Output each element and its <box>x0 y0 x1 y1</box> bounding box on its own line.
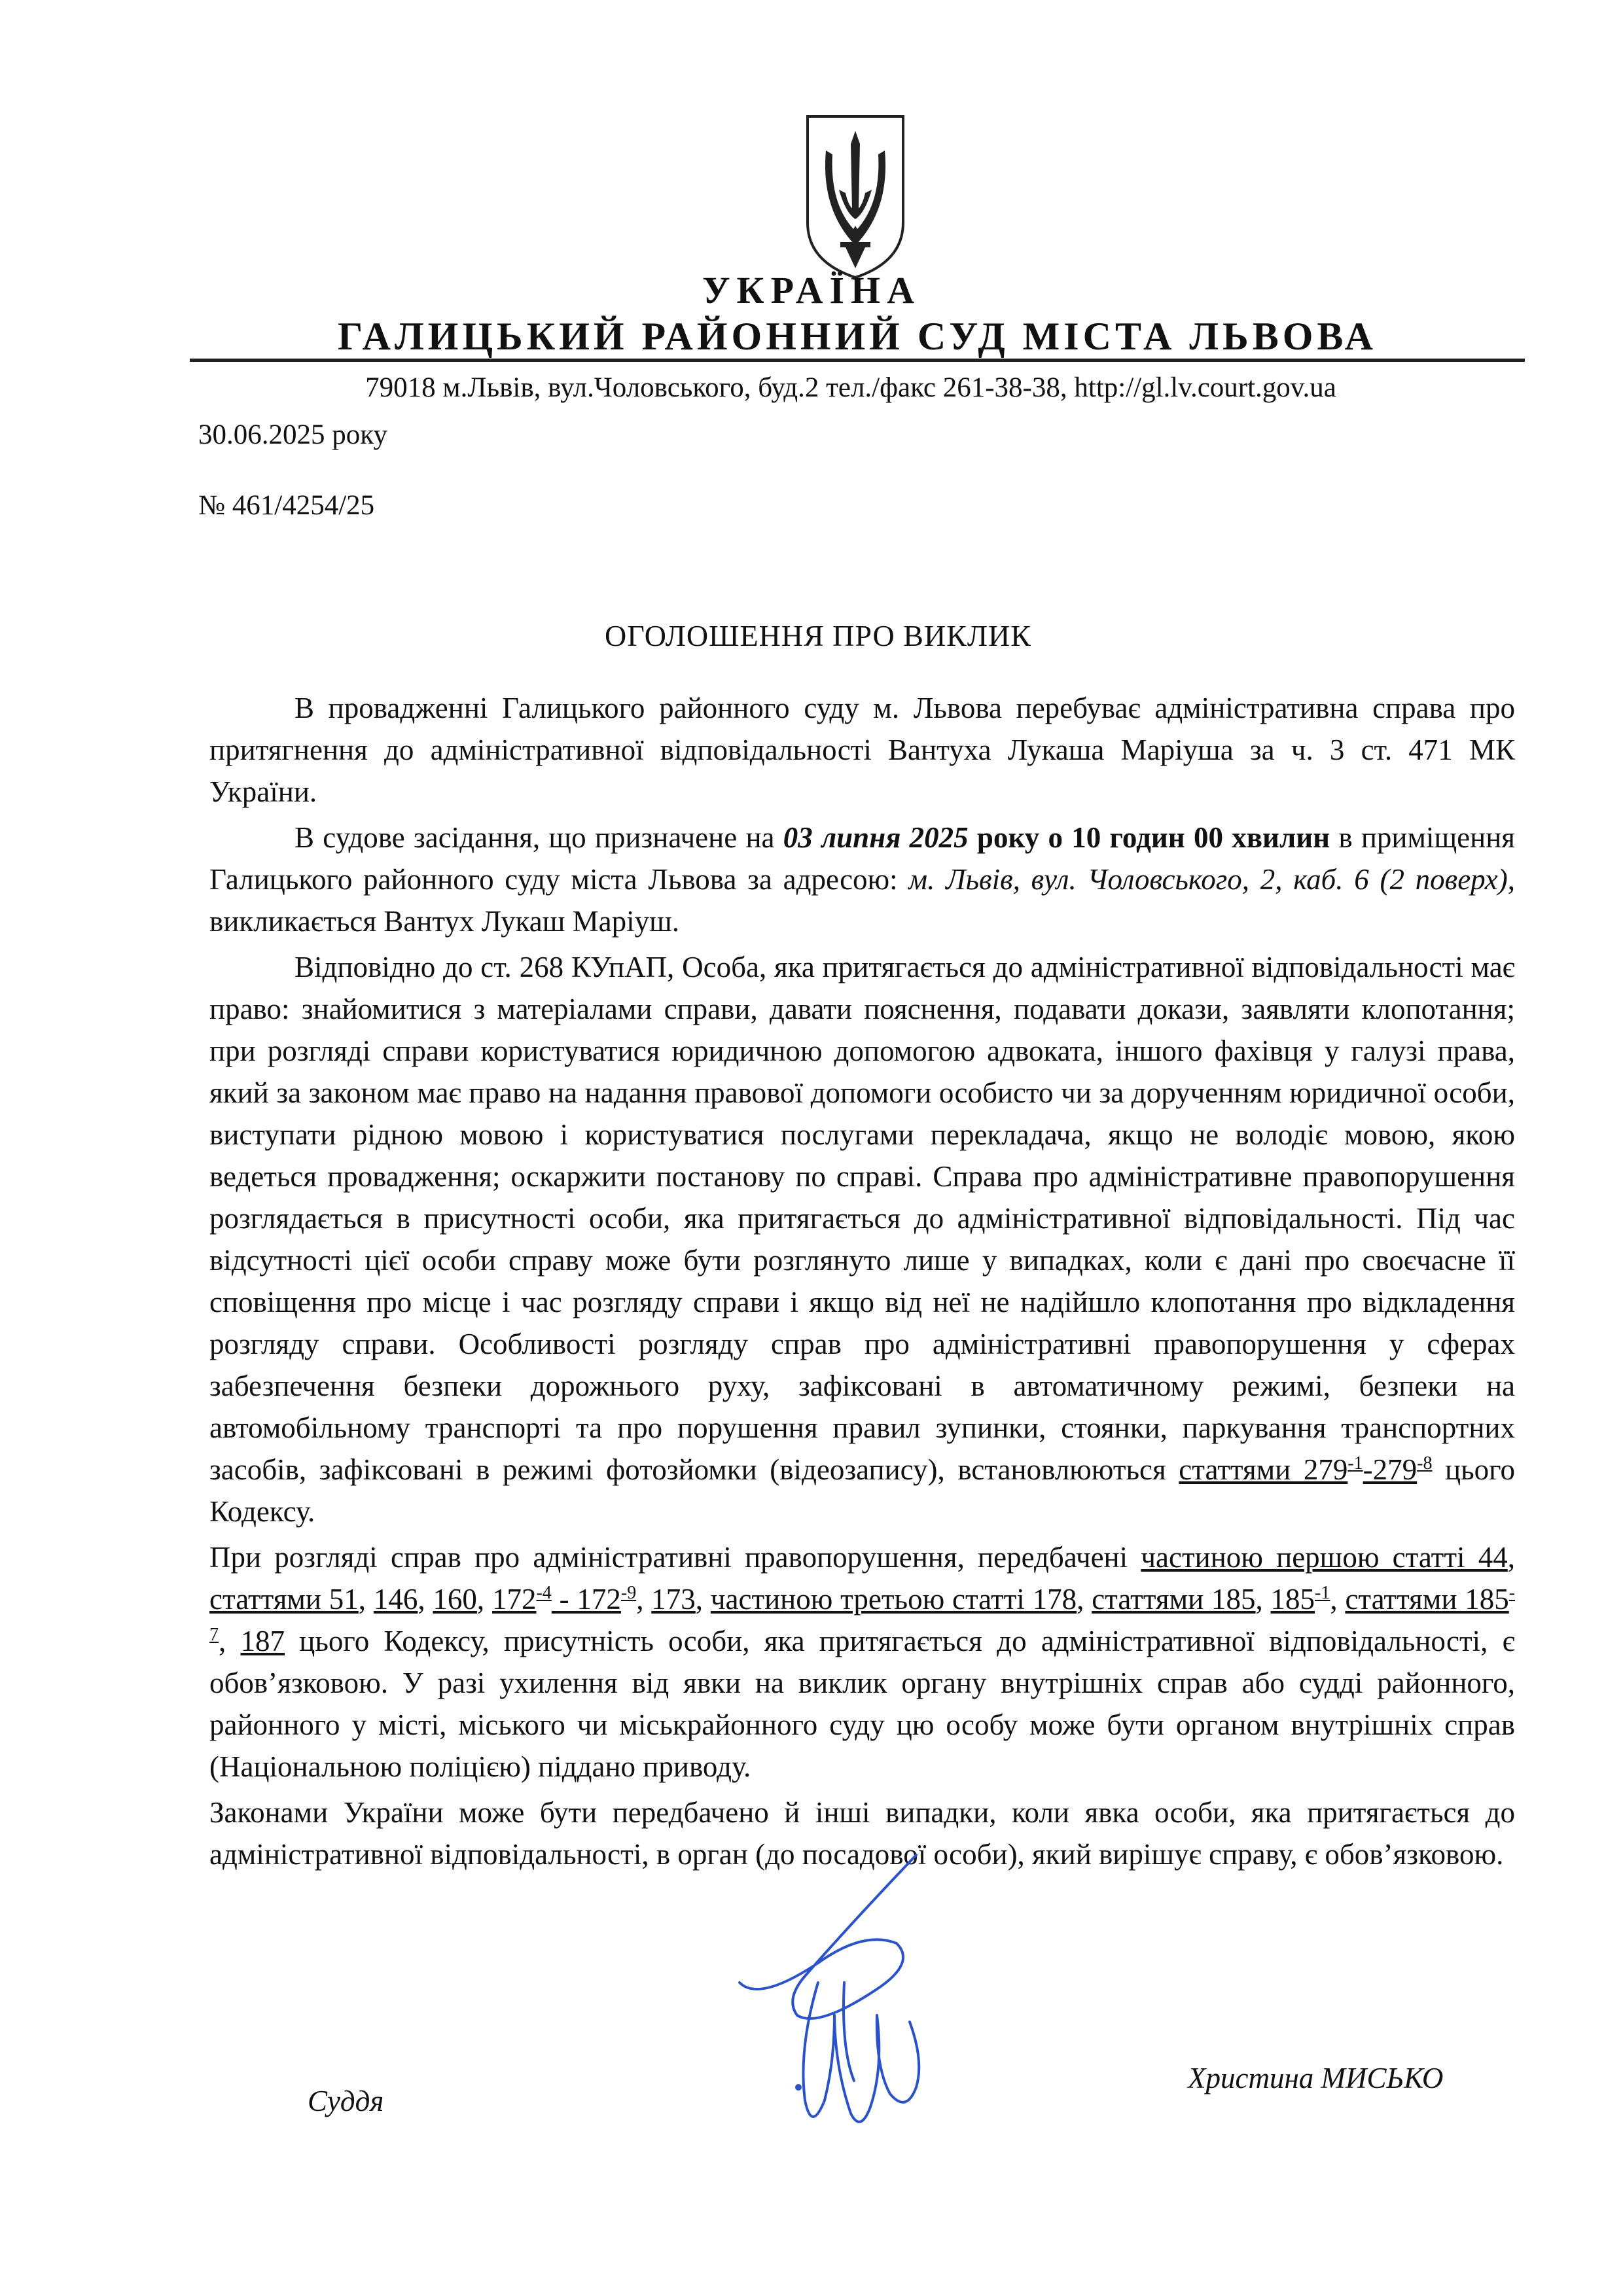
country-name: УКРАЇНА <box>702 269 921 311</box>
article-reference: -1 <box>1347 1453 1363 1474</box>
article-reference: 146 <box>373 1583 418 1616</box>
document-title: ОГОЛОШЕННЯ ПРО ВИКЛИК <box>605 619 1031 652</box>
paragraph-text: , <box>1330 1583 1346 1616</box>
court-address: 79018 м.Львів, вул.Чоловського, буд.2 тел./факс 261-38-38, http://gl.lv.court.gov.ua <box>365 372 1336 403</box>
body-paragraph <box>209 946 1515 1532</box>
paragraph-text: року о 10 годин 00 хвилин <box>968 821 1330 854</box>
paragraph-text: , <box>695 1583 711 1616</box>
article-reference: 187 <box>240 1625 285 1657</box>
paragraph-text: , <box>219 1625 241 1657</box>
body-paragraph <box>209 687 1515 813</box>
case-number: № 461/4254/25 <box>198 490 375 521</box>
article-reference: -1 <box>1315 1583 1330 1603</box>
article-reference: 185 <box>1270 1583 1315 1616</box>
paragraph-text: , <box>358 1583 374 1616</box>
trident-emblem-icon <box>800 111 911 281</box>
article-reference: -7 <box>209 1583 1516 1645</box>
article-reference: -279 <box>1363 1453 1418 1486</box>
paragraph-text: , <box>1507 1541 1515 1574</box>
paragraph-text: , <box>1255 1583 1271 1616</box>
body-paragraph <box>209 1536 1515 1788</box>
paragraph-text: Законами України може бути передбачено й інші випадки, коли явка особи, яка притягається до адміністративної відповідальності, в орган (до посадової особи), який вирішує справу, є обов’язковою. <box>209 1796 1515 1871</box>
paragraph-text: , викликається Вантух Лукаш Маріуш. <box>209 863 1515 938</box>
article-reference: частиною третьою статті 178 <box>710 1583 1077 1616</box>
court-name: ГАЛИЦЬКИЙ РАЙОННИЙ СУД МІСТА ЛЬВОВА <box>338 315 1377 358</box>
paragraph-text: В провадженні Галицького районного суду м. Львова перебуває адміністративна справа про притягнення до адміністративної відповідальності Вантуха Лукаша Маріуша за ч. 3 ст. 471 МК України. <box>209 692 1515 808</box>
article-reference: 173 <box>651 1583 696 1616</box>
signatory-name: Христина МИСЬКО <box>1188 2062 1444 2094</box>
article-reference: -9 <box>620 1583 637 1603</box>
article-reference: статтями 279 <box>1179 1453 1348 1486</box>
paragraph-text: 03 липня 2025 <box>783 821 969 854</box>
paragraph-text: , <box>418 1583 433 1616</box>
article-reference: статтями 51 <box>209 1583 359 1616</box>
document-date: 30.06.2025 року <box>198 419 388 450</box>
article-reference: 160 <box>433 1583 477 1616</box>
article-reference: - 172 <box>551 1583 621 1616</box>
paragraph-text: цього Кодексу. <box>209 1453 1515 1528</box>
paragraph-text: , <box>1077 1583 1092 1616</box>
paragraph-text: , <box>476 1583 492 1616</box>
article-reference: -8 <box>1417 1453 1433 1474</box>
article-reference: 172 <box>491 1583 537 1616</box>
signatory-title: Суддя <box>308 2085 384 2117</box>
body-paragraph <box>209 817 1515 942</box>
paragraph-text: в приміщення Галицького районного суду міста Львова за адресою: <box>209 821 1515 896</box>
article-reference: статтями 185 <box>1092 1583 1256 1616</box>
header-divider <box>190 359 1525 362</box>
paragraph-text: м. Львів, вул. Чоловського, 2, каб. 6 (2 поверх) <box>908 863 1508 896</box>
paragraph-text: В судове засідання, що призначене на <box>294 821 783 854</box>
article-reference: статтями 185 <box>1345 1583 1509 1616</box>
article-reference: частиною першою статті 44 <box>1141 1541 1508 1574</box>
document-body <box>209 687 1515 1879</box>
handwritten-signature <box>720 1852 969 2140</box>
paragraph-text: цього Кодексу, присутність особи, яка притягається до адміністративної відповідальності, є обов’язковою. У разі ухилення від явки на виклик органу внутрішніх справ або судді районного, районного у місті, міського чи міськрайонного суду цю особу може бути органом внутрішніх справ (Національною поліцією) піддано приводу. <box>209 1625 1515 1783</box>
paragraph-text: При розгляді справ про адміністративні правопорушення, передбачені <box>209 1541 1141 1574</box>
paragraph-text: Відповідно до ст. 268 КУпАП, Особа, яка притягається до адміністративної відповідальності має право: знайомитися з матеріалами справи, давати пояснення, подавати докази, заявляти клопотання; при розгляді справи користуватися юридичною допомогою адвоката, іншого фахівця у галузі права, який за законом має право на надання правової допомоги особисто чи за дорученням юридичної особи, виступати рідною мовою і користуватися послугами перекладача, якщо не володіє мовою, якою ведеться провадження; оскаржити постанову по справі. Справа про адміністративне правопорушення розглядається в присутності особи, яка притягається до адміністративної відповідальності. Під час відсутності цієї особи справу може бути розглянуто лише у випадках, коли є дані про своєчасне її сповіщення про місце і час розгляду справи і якщо від неї не надійшло клопотання про відкладення розгляду справи. Особливості розгляду справ про адміністративні правопорушення у сферах забезпечення безпеки дорожнього руху, зафіксовані в автоматичному режимі, безпеки на автомобільному транспорті та про порушення правил зупинки, стоянки, паркування транспортних засобів, зафіксовані в режимі фотозйомки (відеозапису), встановлюються <box>209 951 1515 1486</box>
article-reference: -4 <box>536 1583 552 1603</box>
paragraph-text: , <box>636 1583 652 1616</box>
